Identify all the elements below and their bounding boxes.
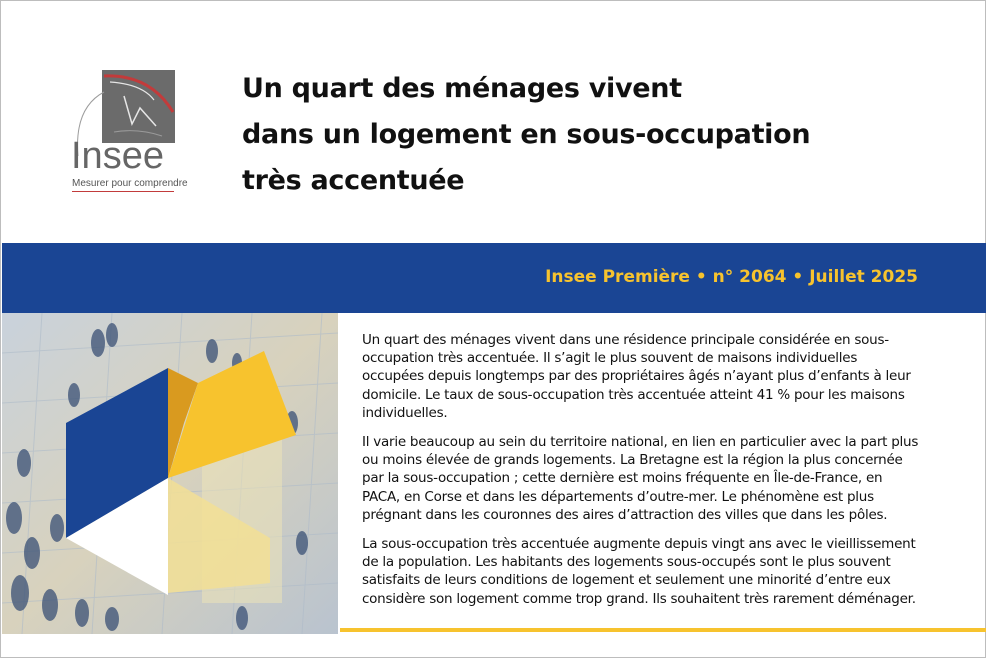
title-line-3: très accentuée xyxy=(242,165,465,196)
logo-emblem xyxy=(102,70,175,143)
cover-illustration xyxy=(2,313,338,634)
publication-label: Insee Première • n° 2064 • Juillet 2025 xyxy=(545,267,918,287)
title-line-2: dans un logement en sous-occupation xyxy=(242,119,811,150)
logo-tagline: Mesurer pour comprendre xyxy=(72,178,188,189)
summary-text xyxy=(362,331,922,619)
title-line-1: Un quart des ménages vivent xyxy=(242,73,682,104)
yellow-rule xyxy=(340,628,986,632)
page-title xyxy=(242,66,810,204)
summary-paragraph-2: Il varie beaucoup au sein du territoire national, en lien en particulier avec la part plus ou moins élevée de grands logements. La Bretagne est la région la plus concernée par la sous-occupation ; cette dernière est moins fréquente en Île-de-France, en PACA, en Corse et dans les départements d’outre-mer. Le phénomène est plus prégnant dans les couronnes des aires d’attraction des villes que dans les pôles. xyxy=(362,434,919,523)
summary-paragraph-3: La sous-occupation très accentuée augmente depuis vingt ans avec le vieillissement de la population. Les habitants des logements sous-occupés sont le plus souvent satisfaits de leurs conditions de logement et seulement une minorité d’entre eux considère son logement comme trop grand. Ils souhaitent très rarement déménager. xyxy=(362,536,916,607)
insee-logo[interactable] xyxy=(68,70,188,195)
cover-graphic xyxy=(2,313,338,634)
publication-band xyxy=(2,243,986,313)
summary-paragraph-1: Un quart des ménages vivent dans une résidence principale considérée en sous-occupation très accentuée. Il s’agit le plus souvent de maisons individuelles occupées depuis longtemps par des propriétaires âgés n’ayant plus d’enfants à leur domicile. Le taux de sous-occupation très accentuée atteint 41 % pour les maisons individuelles. xyxy=(362,332,911,421)
logo-underline xyxy=(72,191,174,192)
logo-wordmark: Insee xyxy=(71,135,164,177)
logo-emblem-graphic xyxy=(102,70,175,143)
